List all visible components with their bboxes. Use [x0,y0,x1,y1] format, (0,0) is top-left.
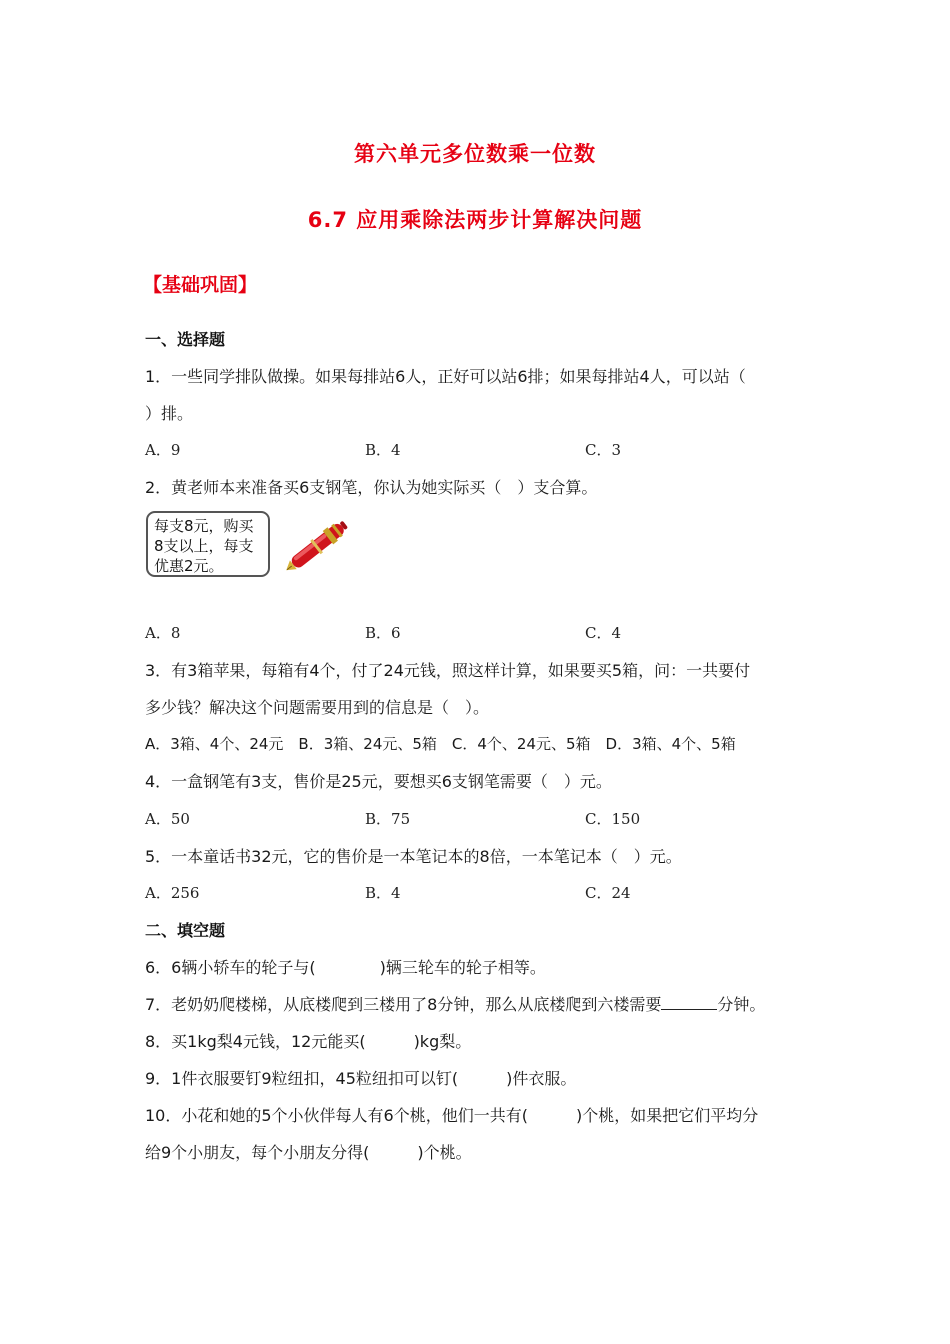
notice-line: 优惠2元。 [154,557,224,575]
q7-answer-blank[interactable] [661,995,717,1010]
q4-option-b: B．75 [365,810,411,828]
q7-text-before: 7．老奶奶爬楼梯，从底楼爬到三楼用了8分钟，那么从底楼爬到六楼需要 [145,995,662,1014]
q5-option-b: B．4 [365,884,401,902]
q4-option-a: A．50 [145,810,190,828]
q7-text [145,992,765,1015]
notice-line: 8支以上，每支 [154,537,254,555]
q1-option-b: B．4 [365,441,401,459]
q3-text-line2: 多少钱？解决这个问题需要用到的信息是（ ）。 [145,698,490,717]
section-label: 【基础巩固】 [143,274,258,296]
q9-text: 9．1件衣服要钉9粒纽扣，45粒纽扣可以钉( )件衣服。 [145,1069,577,1088]
q1-text-line1: 1．一些同学排队做操。如果每排站6人，正好可以站6排；如果每排站4人，可以站（ [145,367,746,386]
q5-text: 5．一本童话书32元，它的售价是一本笔记本的8倍，一本笔记本（ ）元。 [145,847,682,866]
q2-option-a: A．8 [145,624,181,642]
q7-text-after: 分钟。 [717,995,766,1014]
q3-text-line1: 3．有3箱苹果，每箱有4个，付了24元钱，照这样计算，如果要买5箱，问：一共要付 [145,661,751,680]
part1-heading: 一、选择题 [145,330,226,349]
q3-options: A．3箱、4个、24元 B．3箱、24元、5箱 C．4个、24元、5箱 D．3箱、4个、5箱 [145,735,736,753]
part2-heading: 二、填空题 [145,921,226,940]
q2-option-c: C．4 [585,624,622,642]
unit-title: 第六单元多位数乘一位数 [354,142,596,166]
q8-text: 8．买1kg梨4元钱，12元能买( )kg梨。 [145,1032,472,1051]
notice-line: 每支8元，购买 [154,517,254,535]
q2-option-b: B．6 [365,624,401,642]
q1-option-a: A．9 [145,441,181,459]
q1-option-c: C．3 [585,441,622,459]
q10-text-line2: 给9个小朋友，每个小朋友分得( )个桃。 [145,1143,472,1162]
q4-option-c: C．150 [585,810,641,828]
q5-option-c: C．24 [585,884,631,902]
q1-text-line2: ）排。 [145,404,194,423]
q5-option-a: A．256 [145,884,200,902]
q4-text: 4．一盒钢笔有3支，售价是25元，要想买6支钢笔需要（ ）元。 [145,772,612,791]
q2-text: 2．黄老师本来准备买6支钢笔，你认为她实际买（ ）支合算。 [145,478,598,497]
q6-text: 6．6辆小轿车的轮子与( )辆三轮车的轮子相等。 [145,958,546,977]
lesson-title: 6.7 应用乘除法两步计算解决问题 [307,208,643,232]
q10-text-line1: 10．小花和她的5个小伙伴每人有6个桃，他们一共有( )个桃，如果把它们平均分 [145,1106,759,1125]
price-notice-card [146,511,270,577]
fountain-pen-icon [276,510,368,576]
